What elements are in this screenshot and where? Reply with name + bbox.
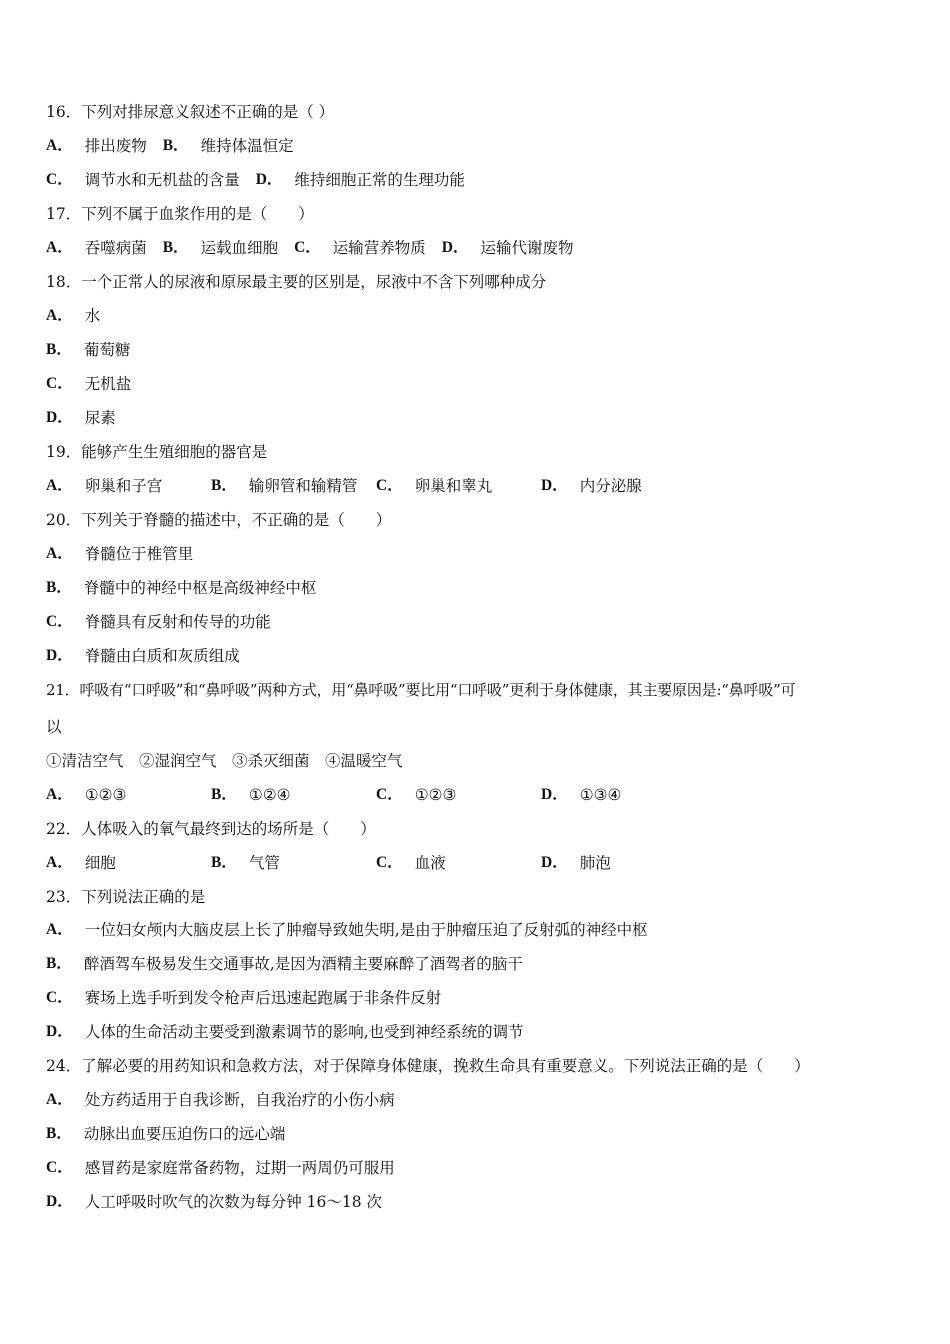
question-21-stem: 21．呼吸有“口呼吸”和“鼻呼吸”两种方式，用“鼻呼吸”要比用“口呼吸”更利于身体健康，其主要原因是:“鼻呼吸”可 bbox=[46, 681, 796, 699]
option-letter: D． bbox=[46, 647, 73, 664]
option-b[interactable] bbox=[163, 136, 294, 156]
question-18-stem: 18．一个正常人的尿液和原尿最主要的区别是，尿液中不含下列哪种成分 bbox=[46, 273, 547, 291]
option-text: 输卵管和输精管 bbox=[248, 477, 358, 495]
option-letter: B． bbox=[46, 955, 72, 972]
option-text: 维持细胞正常的生理功能 bbox=[294, 171, 465, 189]
option-text: 无机盐 bbox=[84, 375, 132, 393]
option-letter: C． bbox=[46, 989, 73, 1006]
option-letter: A． bbox=[46, 854, 73, 871]
question-16-options-row-1 bbox=[46, 136, 310, 156]
option-text: 处方药适用于自我诊断，自我治疗的小伤小病 bbox=[84, 1091, 395, 1109]
option-letter: D． bbox=[46, 409, 73, 426]
option-letter: A． bbox=[46, 137, 73, 154]
question-21-options bbox=[46, 785, 706, 805]
option-letter: A． bbox=[46, 1091, 73, 1108]
option-text: 吞噬病菌 bbox=[84, 239, 147, 257]
option-text: 细胞 bbox=[84, 854, 116, 872]
option-letter: C． bbox=[376, 786, 403, 803]
option-text: 肺泡 bbox=[579, 854, 611, 872]
option-a[interactable] bbox=[46, 1090, 395, 1110]
option-text: 运输营养物质 bbox=[332, 239, 426, 257]
option-c[interactable] bbox=[376, 785, 541, 805]
option-a[interactable] bbox=[46, 920, 648, 940]
question-16-options-row-2 bbox=[46, 170, 481, 190]
option-letter: C． bbox=[294, 239, 321, 256]
option-text: 运载血细胞 bbox=[200, 239, 279, 257]
question-22-stem: 22．人体吸入的氧气最终到达的场所是（ ） bbox=[46, 820, 376, 838]
option-text: 脊髓由白质和灰质组成 bbox=[84, 647, 240, 665]
option-text: 气管 bbox=[248, 854, 280, 872]
option-letter: A． bbox=[46, 545, 73, 562]
option-d[interactable] bbox=[541, 785, 706, 805]
option-letter: C． bbox=[376, 477, 403, 494]
question-19-stem: 19．能够产生生殖细胞的器官是 bbox=[46, 443, 268, 461]
option-text: 维持体温恒定 bbox=[200, 137, 294, 155]
option-text: 排出废物 bbox=[84, 137, 147, 155]
question-20-stem: 20．下列关于脊髓的描述中，不正确的是（ ） bbox=[46, 511, 392, 529]
option-letter: A． bbox=[46, 786, 73, 803]
option-b[interactable] bbox=[46, 578, 316, 598]
option-text: 尿素 bbox=[84, 409, 116, 427]
option-text: 醉酒驾车极易发生交通事故,是因为酒精主要麻醉了酒驾者的脑干 bbox=[83, 955, 523, 973]
option-c[interactable] bbox=[46, 612, 271, 632]
option-c[interactable] bbox=[376, 476, 541, 496]
option-text: ①②③ bbox=[84, 786, 127, 804]
option-text: 卵巢和子宫 bbox=[84, 477, 163, 495]
option-letter: C． bbox=[46, 171, 73, 188]
option-b[interactable] bbox=[211, 476, 376, 496]
question-21-stem-continued: 以 bbox=[46, 718, 62, 736]
option-letter: D． bbox=[46, 1023, 73, 1040]
option-text: ①③④ bbox=[579, 786, 622, 804]
option-letter: B． bbox=[211, 786, 237, 803]
question-21-statements: ①清洁空气 ②湿润空气 ③杀灭细菌 ④温暖空气 bbox=[46, 752, 403, 770]
option-letter: D． bbox=[441, 239, 469, 256]
option-text: 调节水和无机盐的含量 bbox=[84, 171, 240, 189]
option-c[interactable] bbox=[46, 374, 131, 394]
option-letter: A． bbox=[46, 307, 73, 324]
option-b[interactable] bbox=[211, 853, 376, 873]
option-letter: C． bbox=[46, 613, 73, 630]
option-a[interactable] bbox=[46, 785, 211, 805]
option-text: 葡萄糖 bbox=[83, 341, 131, 359]
option-b[interactable] bbox=[46, 1124, 285, 1144]
question-16-stem: 16．下列对排尿意义叙述不正确的是（ ） bbox=[46, 103, 335, 121]
option-a[interactable] bbox=[46, 136, 147, 156]
option-letter: B． bbox=[46, 341, 72, 358]
option-letter: B． bbox=[211, 854, 237, 871]
option-b[interactable] bbox=[46, 954, 523, 974]
option-text: 人工呼吸时吹气的次数为每分钟 16～18 次 bbox=[84, 1193, 383, 1211]
option-text: 卵巢和睾丸 bbox=[414, 477, 493, 495]
question-23-stem: 23．下列说法正确的是 bbox=[46, 888, 206, 906]
option-letter: B． bbox=[46, 579, 72, 596]
option-letter: D． bbox=[541, 786, 568, 803]
option-text: ①②④ bbox=[248, 786, 291, 804]
option-d[interactable] bbox=[46, 1192, 382, 1212]
question-17-options bbox=[46, 238, 590, 258]
option-a[interactable] bbox=[46, 853, 211, 873]
option-text: 内分泌腺 bbox=[579, 477, 642, 495]
option-d[interactable] bbox=[541, 853, 706, 873]
option-b[interactable] bbox=[46, 340, 130, 360]
option-text: 脊髓位于椎管里 bbox=[84, 545, 194, 563]
option-d[interactable] bbox=[541, 476, 706, 496]
option-letter: C． bbox=[46, 375, 73, 392]
option-c[interactable] bbox=[294, 238, 426, 258]
option-letter: B． bbox=[211, 477, 237, 494]
option-letter: B． bbox=[162, 239, 189, 256]
option-c[interactable] bbox=[46, 170, 240, 190]
option-text: ①②③ bbox=[414, 786, 457, 804]
question-19-options bbox=[46, 476, 706, 496]
option-letter: D． bbox=[541, 477, 568, 494]
option-letter: D． bbox=[255, 171, 283, 188]
option-text: 人体的生命活动主要受到激素调节的影响,也受到神经系统的调节 bbox=[84, 1023, 524, 1041]
option-a[interactable] bbox=[46, 476, 211, 496]
option-a[interactable] bbox=[46, 306, 100, 326]
option-text: 感冒药是家庭常备药物，过期一两周仍可服用 bbox=[84, 1159, 395, 1177]
option-d[interactable] bbox=[256, 170, 465, 190]
option-text: 脊髓具有反射和传导的功能 bbox=[84, 613, 271, 631]
option-text: 水 bbox=[84, 307, 101, 325]
option-d[interactable] bbox=[46, 408, 116, 428]
question-24-stem: 24．了解必要的用药知识和急救方法，对于保障身体健康，挽救生命具有重要意义。下列说法正确的是（ ） bbox=[46, 1057, 810, 1075]
option-d[interactable] bbox=[442, 238, 574, 258]
option-letter: A． bbox=[46, 921, 73, 938]
option-b[interactable] bbox=[211, 785, 376, 805]
option-b[interactable] bbox=[163, 238, 278, 258]
option-letter: A． bbox=[46, 239, 73, 256]
option-letter: C． bbox=[46, 1159, 73, 1176]
option-letter: D． bbox=[46, 1193, 73, 1210]
question-22-options bbox=[46, 853, 706, 873]
option-c[interactable] bbox=[376, 853, 541, 873]
option-text: 动脉出血要压迫伤口的远心端 bbox=[83, 1125, 286, 1143]
option-c[interactable] bbox=[46, 1158, 395, 1178]
question-17-stem: 17．下列不属于血浆作用的是（ ） bbox=[46, 205, 314, 223]
option-letter: B． bbox=[46, 1125, 72, 1142]
option-a[interactable] bbox=[46, 544, 193, 564]
option-text: 血液 bbox=[414, 854, 446, 872]
option-a[interactable] bbox=[46, 238, 147, 258]
option-text: 赛场上选手听到发令枪声后迅速起跑属于非条件反射 bbox=[84, 989, 442, 1007]
option-letter: C． bbox=[376, 854, 403, 871]
option-text: 一位妇女颅内大脑皮层上长了肿瘤导致她失明,是由于肿瘤压迫了反射弧的神经中枢 bbox=[84, 921, 648, 939]
option-letter: D． bbox=[541, 854, 568, 871]
option-d[interactable] bbox=[46, 1022, 524, 1042]
option-c[interactable] bbox=[46, 988, 441, 1008]
option-letter: B． bbox=[162, 137, 189, 154]
option-d[interactable] bbox=[46, 646, 240, 666]
option-text: 运输代谢废物 bbox=[480, 239, 574, 257]
option-text: 脊髓中的神经中枢是高级神经中枢 bbox=[83, 579, 317, 597]
option-letter: A． bbox=[46, 477, 73, 494]
